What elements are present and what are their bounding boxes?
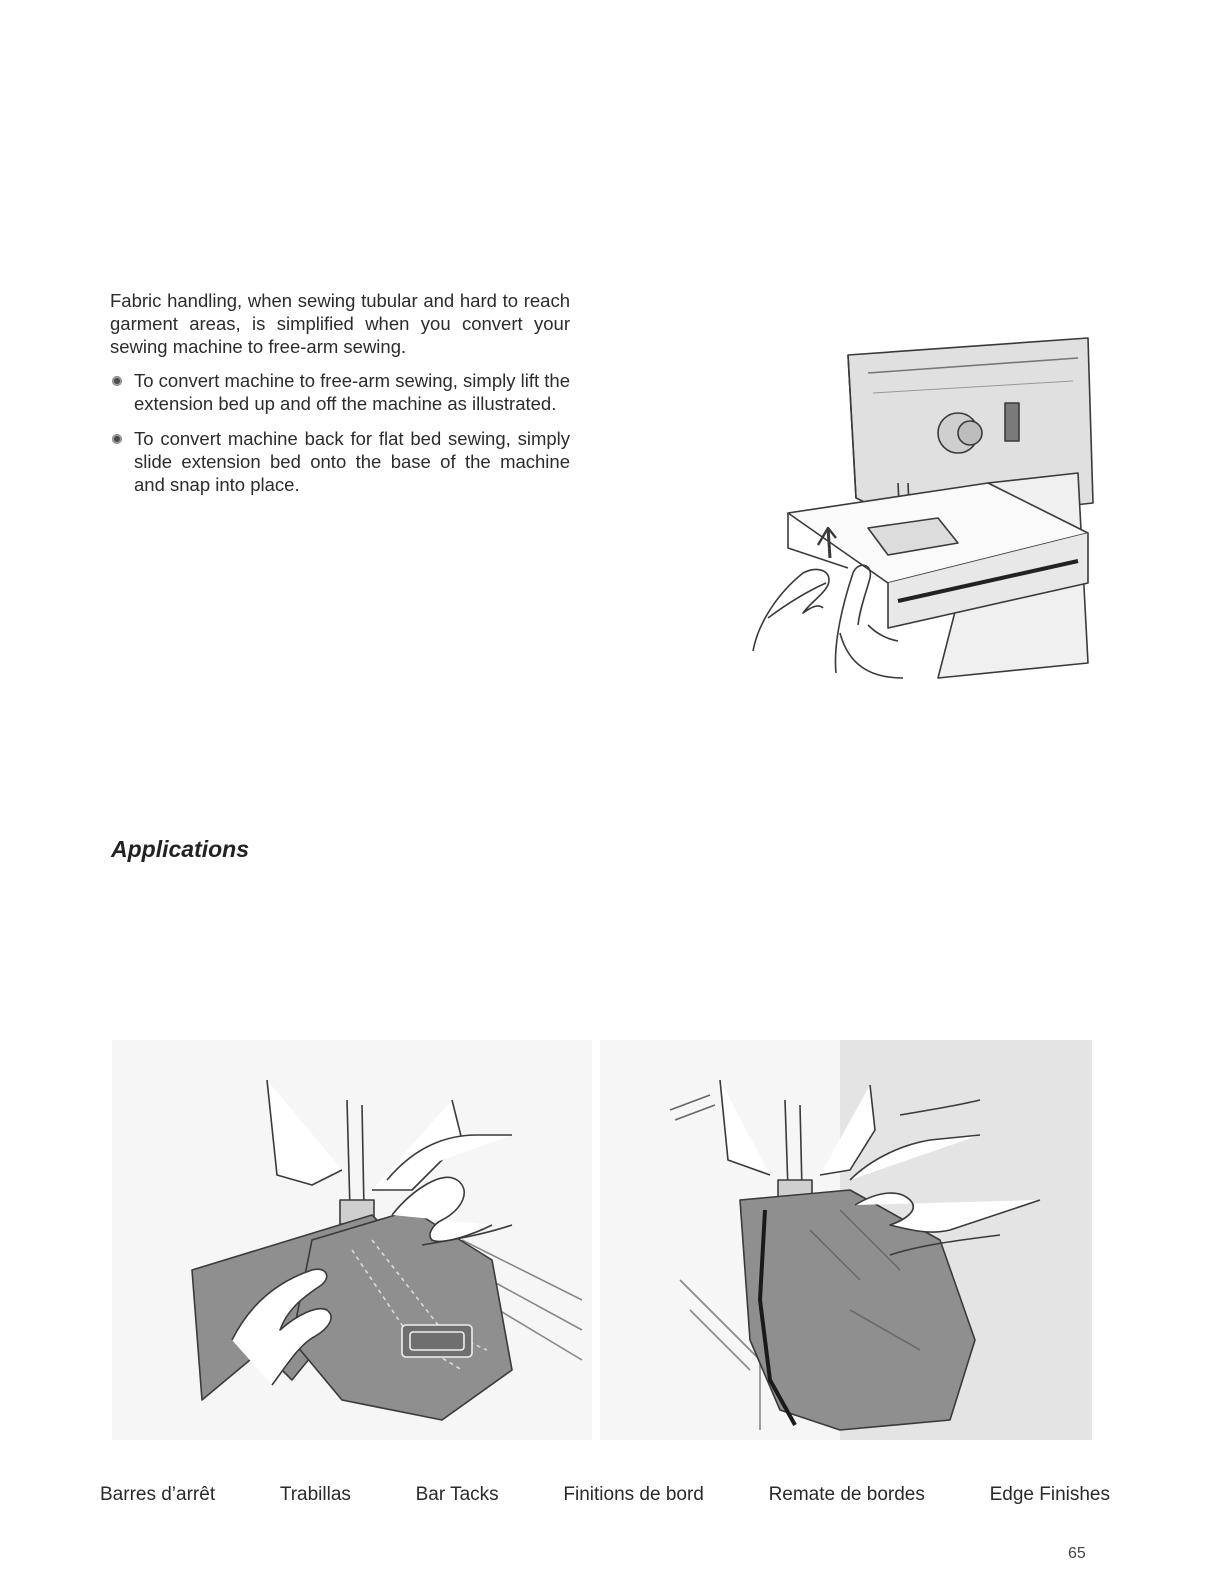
- section-heading: Applications: [111, 836, 250, 862]
- caption-bar-tacks-en: Bar Tacks: [415, 1484, 499, 1505]
- caption-edge-finishes-fr: Finitions de bord: [563, 1484, 704, 1505]
- instruction-item: [110, 427, 570, 496]
- page-number: 65: [1068, 1545, 1086, 1562]
- bullet-icon: [112, 376, 122, 386]
- intro-text: [110, 289, 570, 508]
- edge-finishes-illustration: [600, 1040, 1092, 1440]
- bar-tacks-illustration: [112, 1040, 592, 1440]
- intro-paragraph: Fabric handling, when sewing tubular and hard to reach garment areas, is simplified when you convert your sewing machine to free-arm sewing.: [110, 290, 570, 357]
- instruction-text: To convert machine back for flat bed sewing, simply slide extension bed onto the base of the machine and snap into place.: [134, 428, 570, 495]
- caption-edge-finishes-es: Remate de bordes: [768, 1484, 925, 1505]
- caption-bar-tacks-fr: Barres d’arrêt: [100, 1484, 216, 1505]
- instruction-list: [110, 369, 570, 496]
- caption-row: [100, 1484, 1110, 1506]
- free-arm-illustration: [748, 333, 1108, 695]
- instruction-item: [110, 369, 570, 415]
- bullet-icon: [112, 434, 122, 444]
- caption-bar-tacks-es: Trabillas: [279, 1484, 351, 1505]
- caption-edge-finishes-en: Edge Finishes: [989, 1484, 1110, 1505]
- instruction-text: To convert machine to free-arm sewing, simply lift the extension bed up and off the machine as illustrated.: [134, 370, 570, 414]
